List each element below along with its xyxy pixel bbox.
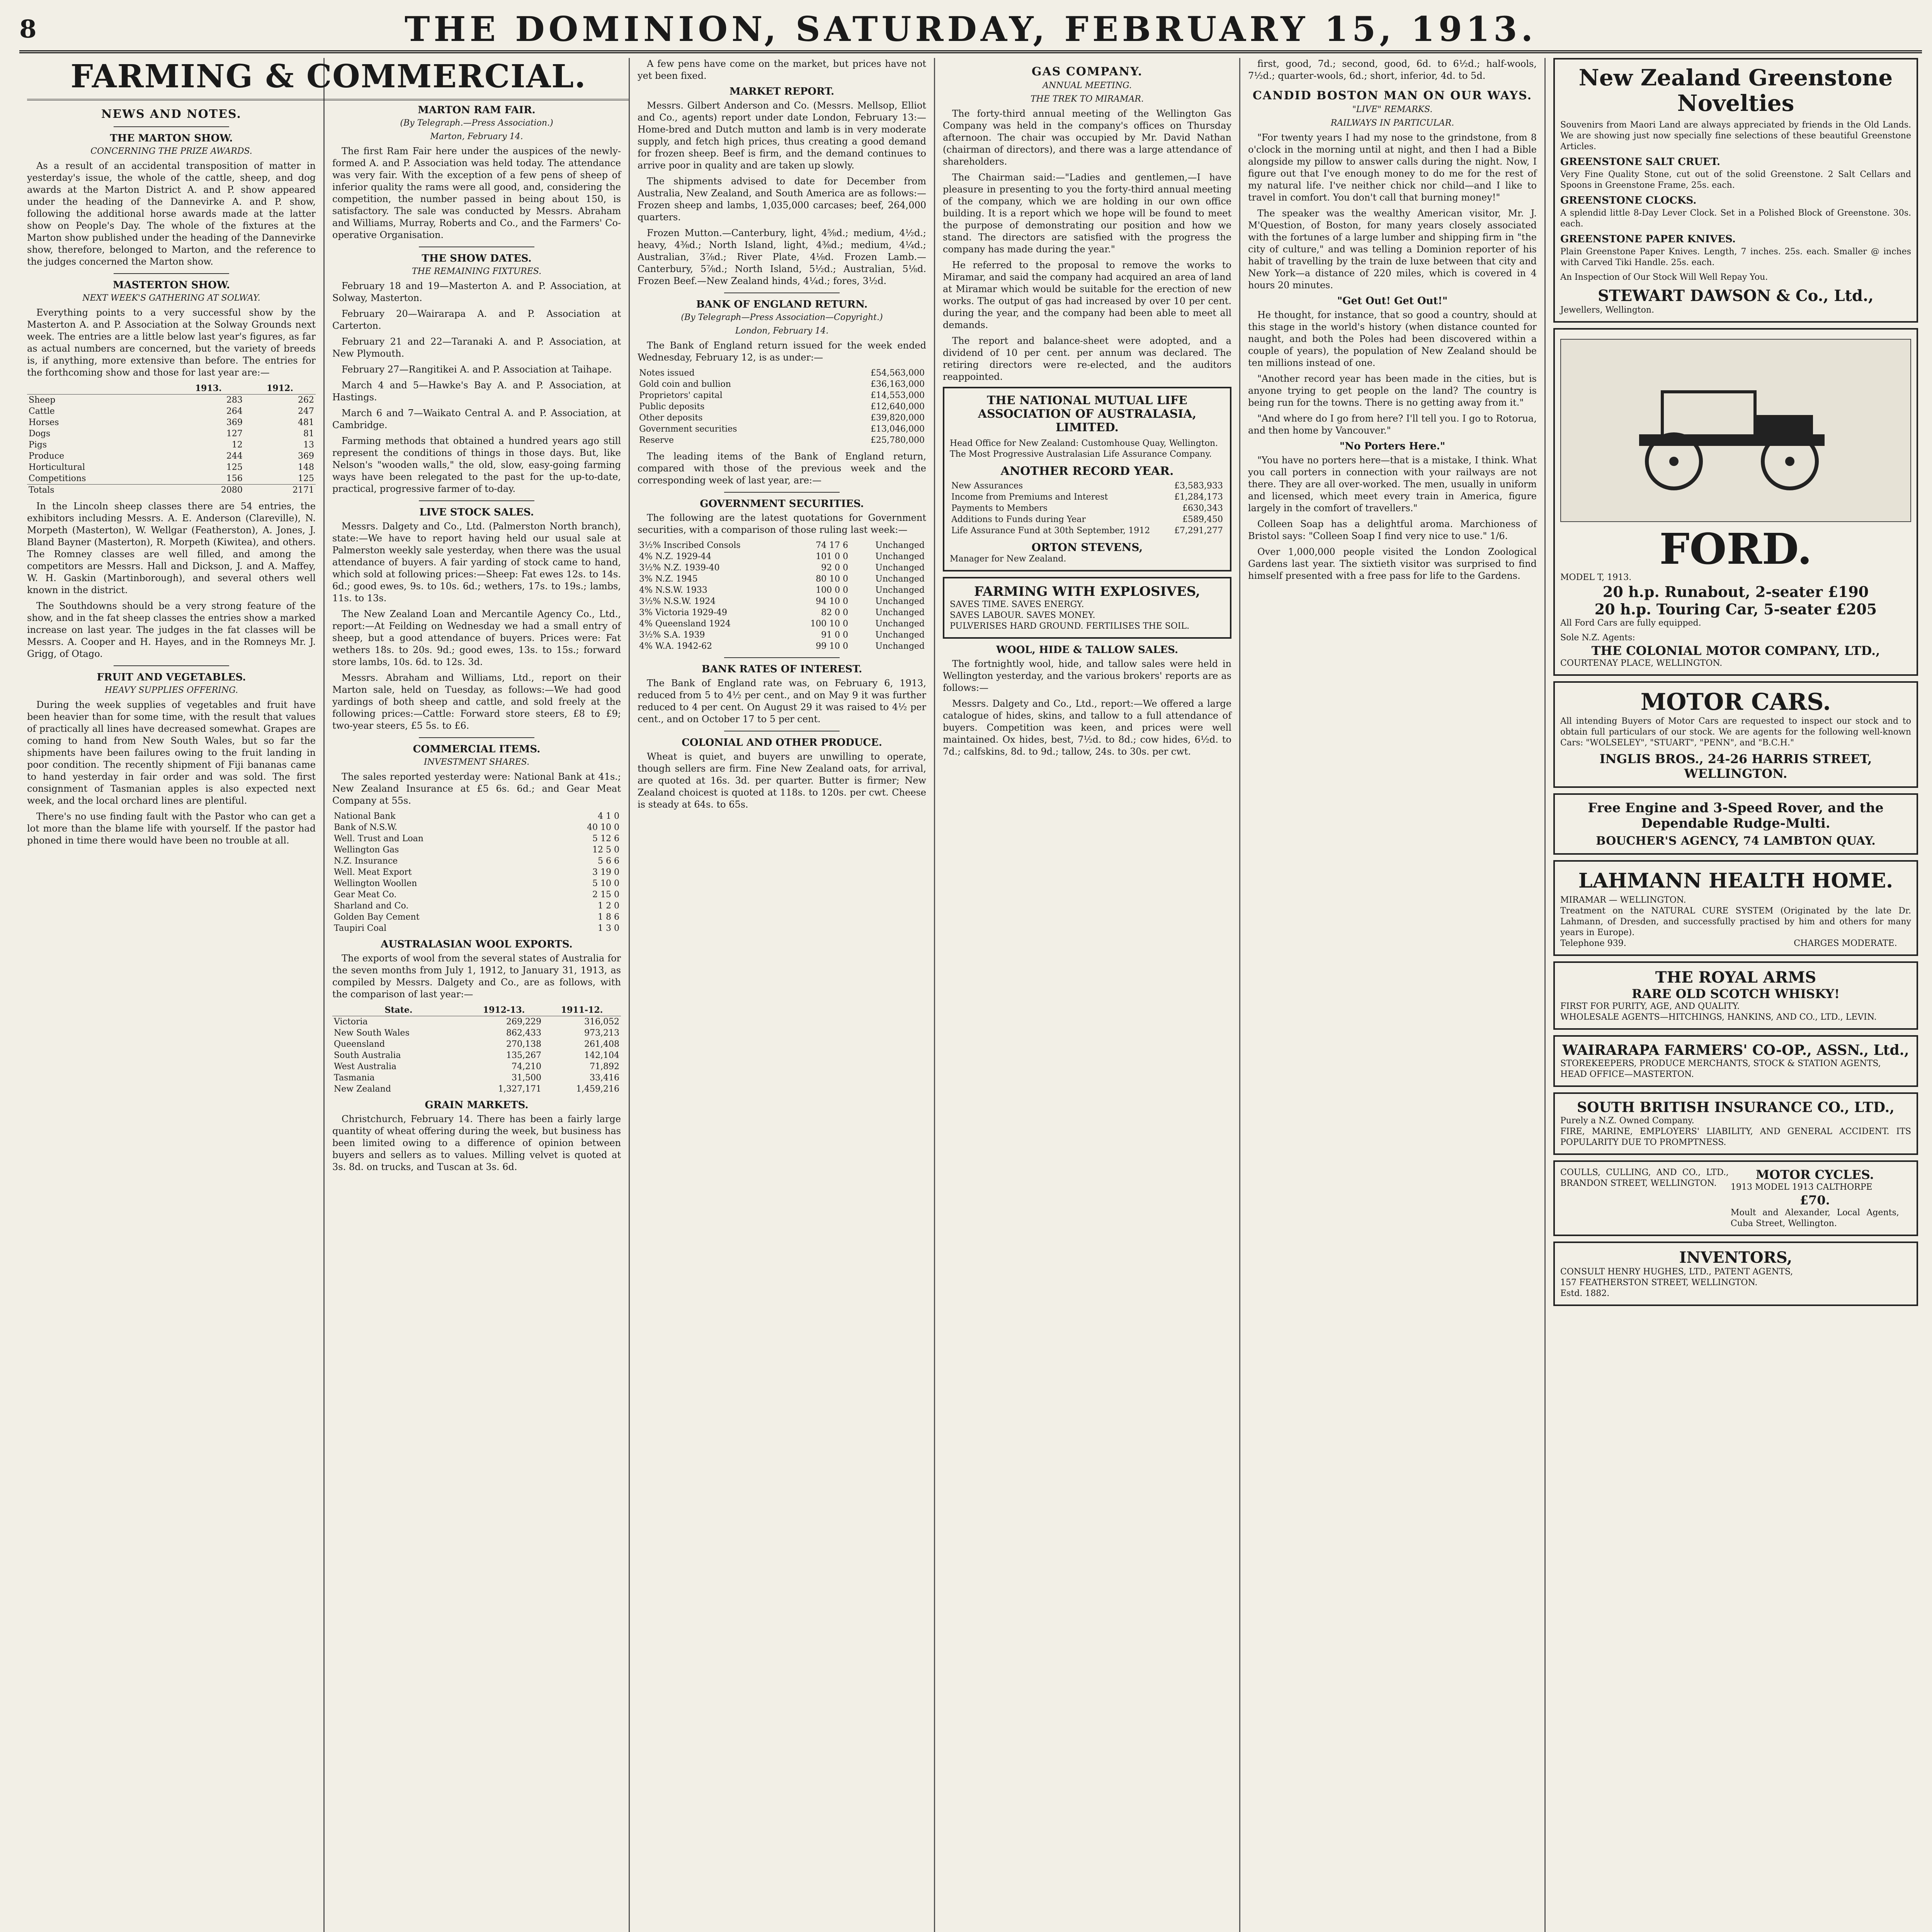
article-paragraph: The report and balance-sheet were adopted, and a dividend of 10 per cent. per annum was declared. The retiring directors were re-elected, and the auditors reappointed. — [943, 335, 1231, 382]
table-row: Income from Premiums and Interest £1,284,173 — [951, 492, 1223, 502]
column-3 — [630, 58, 935, 1932]
table-row: Dogs 127 81 — [29, 429, 314, 439]
coulls-calthorpe-ad: COULLS, CULLING, AND CO., LTD., BRANDON STREET, WELLINGTON. MOTOR CYCLES. 1913 MODEL 1913 CALTHORPE £70. Moult and Alexander, Local Agents, Cuba Street, Wellington. — [1553, 1160, 1918, 1236]
table-row: Queensland 270,138 261,408 — [334, 1039, 619, 1049]
table-row: Proprietors' capital £14,553,000 — [639, 391, 925, 400]
table-row: Horses 369 481 — [29, 418, 314, 427]
inventors-ad: INVENTORS, CONSULT HENRY HUGHES, LTD., PATENT AGENTS, 157 FEATHERSTON STREET, WELLINGTON. Estd. 1882. — [1553, 1242, 1918, 1306]
table-row: Cattle 264 247 — [29, 406, 314, 416]
article-paragraph: He referred to the proposal to remove the works to Miramar, and said the company had acquired an area of land at Miramar which would be suitable for the erection of new works. The output of gas had increased by over 10 per cent. during the year, and the company had been able to meet all demands. — [943, 260, 1231, 330]
article-heading: MARKET REPORT. — [729, 86, 835, 97]
table-row: Reserve £25,780,000 — [639, 435, 925, 445]
table-row: 3% N.Z. 1945 80 10 0 Unchanged — [639, 574, 925, 584]
table-row: Gold coin and bullion £36,163,000 — [639, 379, 925, 389]
national-mutual-ad: THE NATIONAL MUTUAL LIFE ASSOCIATION OF AUSTRALASIA, LIMITED. Head Office for New Zealand: Customhouse Quay, Wellington. The Most Progressive Australasian Life Assurance Company. ANOTHER RECORD YEAR. New Assurances £3,583,933 Income from Premiums and Interest £1,284,173 Payments to Members £630,343 Additions to Funds during Year £589,450 Life Assurance Fund at 30th September, 1912 £7,291,277 ORTON STEVENS, Manager for New Zealand. — [943, 387, 1231, 571]
article-subheading: CONCERNING THE PRIZE AWARDS. — [90, 146, 252, 156]
article-paragraph: Over 1,000,000 people visited the London Zoological Gardens last year. The sixtieth visitor was surprised to find himself presented with a free pass for life to the Gardens. — [1248, 546, 1537, 581]
lahmann-ad: LAHMANN HEALTH HOME. MIRAMAR — WELLINGTON. Treatment on the NATURAL CURE SYSTEM (Originated by the late Dr. Lahmann, of Dresden, and successfully practised by him and others for many years in Europe). Telephone 939. CHARGES MODERATE. — [1553, 860, 1918, 956]
article-subheading: THE TREK TO MIRAMAR. — [1031, 94, 1144, 104]
table-row: Taupiri Coal 1 3 0 — [334, 923, 619, 933]
table-row: 4% Queensland 1924 100 10 0 Unchanged — [639, 619, 925, 629]
article-paragraph: The fortnightly wool, hide, and tallow sales were held in Wellington yesterday, and the various brokers' reports are as follows:— — [943, 658, 1231, 693]
fixture-item: February 21 and 22—Taranaki A. and P. Association, at New Plymouth. — [332, 336, 621, 359]
article-subheading: THE REMAINING FIXTURES. — [412, 267, 542, 276]
car-illustration — [1560, 339, 1911, 522]
article-paragraph: The sales reported yesterday were: National Bank at 41s.; New Zealand Insurance at £5 6s. 6d.; and Gear Meat Company at 55s. — [332, 771, 621, 806]
table-row: 3½% Inscribed Consols 74 17 6 Unchanged — [639, 541, 925, 550]
explosives-ad: FARMING WITH EXPLOSIVES, SAVES TIME. SAVES ENERGY. SAVES LABOUR. SAVES MONEY. PULVERISES HARD GROUND. FERTILISES THE SOIL. — [943, 577, 1231, 639]
article-heading: THE MARTON SHOW. — [110, 133, 233, 144]
table-row: 4% N.Z. 1929-44 101 0 0 Unchanged — [639, 552, 925, 561]
table-row: Public deposits £12,640,000 — [639, 402, 925, 412]
securities-table — [638, 540, 926, 652]
column-4 — [935, 58, 1240, 1932]
table-row: Additions to Funds during Year £589,450 — [951, 515, 1223, 524]
article-subheading: HEAVY SUPPLIES OFFERING. — [105, 685, 238, 695]
article-heading: WOOL, HIDE & TALLOW SALES. — [996, 644, 1179, 656]
article-paragraph: The Chairman said:—"Ladies and gentlemen,—I have pleasure in presenting to you the forty-third annual meeting of the company, which we are holding in our own office building. It is a report which we hope will be found to meet the purpose of demonstrating our position and how we stand. The directors are satisfied with the progress the company has made during the year." — [943, 172, 1231, 255]
article-subheading: INVESTMENT SHARES. — [423, 757, 530, 767]
table-row: Payments to Members £630,343 — [951, 503, 1223, 513]
car-icon — [1616, 361, 1855, 500]
table-row: Government securities £13,046,000 — [639, 424, 925, 434]
article-subheading: "LIVE" REMARKS. — [1352, 105, 1433, 114]
table-row: Bank of N.S.W. 40 10 0 — [334, 823, 619, 832]
divider — [724, 657, 840, 658]
article-heading: GOVERNMENT SECURITIES. — [700, 498, 864, 510]
table-row: 3½% N.S.W. 1924 94 10 0 Unchanged — [639, 597, 925, 606]
article-paragraph: The Bank of England return issued for the week ended Wednesday, February 12, is as under:— — [638, 340, 926, 363]
table-row: Other deposits £39,820,000 — [639, 413, 925, 423]
table-row: Gear Meat Co. 2 15 0 — [334, 890, 619, 900]
article-subhead: "Get Out! Get Out!" — [1337, 295, 1448, 307]
advertisements-column — [1546, 58, 1922, 1932]
shares-table — [332, 811, 621, 934]
motor-cars-ad: MOTOR CARS. All intending Buyers of Motor Cars are requested to inspect our stock and to obtain full particulars of our stock. We are agents for the following well-known Cars: "WOLSELEY", "STUART", "PENN", and "B.C.H." INGLIS BROS., 24-26 HARRIS STREET, WELLINGTON. — [1553, 681, 1918, 788]
table-row: Totals 2080 2171 — [27, 485, 316, 496]
dateline: London, February 14. — [735, 326, 829, 336]
article-heading: BANK OF ENGLAND RETURN. — [696, 299, 868, 310]
article-paragraph: The first Ram Fair here under the auspices of the newly-formed A. and P. Association was held today. The attendance was very fair. With the exception of a few pens of sheep of inferior quality the rams were all good, and, considering the competition, the number passed in being about 150, is satisfactory. The sale was conducted by Messrs. Abraham and Williams, Murray, Roberts and Co., and the Farmers' Co-operative Organisation. — [332, 146, 621, 240]
article-paragraph: The New Zealand Loan and Mercantile Agency Co., Ltd., report:—At Feilding on Wednesday we had a small entry of sheep, but a good attendance of buyers. Prices were: Fat wethers 18s. to 20s. 9d.; good ewes, 13s. to 15s.; forward store lambs, 10s. 6d. to 12s. 3d. — [332, 609, 621, 667]
article-heading: FRUIT AND VEGETABLES. — [97, 672, 246, 683]
article-paragraph: "You have no porters here—that is a mistake, I think. What you call porters in connection with your railways are not there. They are all over-worked. The men, usually in uniform and licensed, which meet every train in America, figure largely in the comfort of travellers." — [1248, 455, 1537, 514]
article-heading: THE SHOW DATES. — [422, 253, 532, 264]
article-heading: MASTERTON SHOW. — [112, 279, 230, 291]
article-paragraph: The Bank of England rate was, on February 6, 1913, reduced from 5 to 4½ per cent., and on May 9 it was further reduced to 4 per cent. On August 29 it was raised to 4½ per cent., and on October 17 to 5 per cent. — [638, 678, 926, 724]
bank-return-table — [638, 367, 926, 446]
fixture-item: February 20—Wairarapa A. and P. Association at Carterton. — [332, 308, 621, 331]
article-subheading: ANNUAL MEETING. — [1043, 81, 1132, 90]
article-paragraph: "And where do I go from here? I'll tell you. I go to Rotorua, and then home by Vancouver." — [1248, 413, 1537, 436]
article-heading: COMMERCIAL ITEMS. — [413, 743, 541, 755]
greenstone-ad: New Zealand Greenstone Novelties Souvenirs from Maori Land are always appreciated by friends in the Old Lands. We are showing just now specially fine selections of these beautiful Greenstone Articles. GREENSTONE SALT CRUET. Very Fine Quality Stone, cut out of the solid Greenstone. 2 Salt Cellars and Spoons in Greenstone Frame, 25s. each. GREENSTONE CLOCKS. A splendid little 8-Day Lever Clock. Set in a Polished Block of Greenstone. 30s. each. GREENSTONE PAPER KNIVES. Plain Greenstone Paper Knives. Length, 7 inches. 25s. each. Smaller @ inches with Carved Tiki Handle. 25s. each. An Inspection of Our Stock Will Well Repay You. STEWART DAWSON & Co., Ltd., Jewellers, Wellington. — [1553, 58, 1918, 323]
article-paragraph: Colleen Soap has a delightful aroma. Marchioness of Bristol says: "Colleen Soap I find very nice to use." 1/6. — [1248, 519, 1537, 541]
table-row: 4% N.S.W. 1933 100 0 0 Unchanged — [639, 585, 925, 595]
byline: (By Telegraph.—Press Association.) — [400, 118, 553, 128]
article-paragraph: He thought, for instance, that so good a country, should at this stage in the world's history (when distance counted for naught, and both the Poles had been discovered within a couple of years), the population of New Zealand should be ten millions instead of one. — [1248, 310, 1537, 368]
masthead — [19, 8, 1922, 53]
article-heading: CANDID BOSTON MAN ON OUR WAYS. — [1252, 89, 1532, 102]
newspaper-title: THE DOMINION, SATURDAY, FEBRUARY 15, 1913. — [404, 9, 1537, 49]
article-paragraph: The exports of wool from the several states of Australia for the seven months from July 1, 1912, to January 31, 1913, as compiled by Messrs. Dalgety and Co., are as follows, with the comparison of last year:— — [332, 953, 621, 1000]
rover-ad: Free Engine and 3-Speed Rover, and the Dependable Rudge-Multi. BOUCHER'S AGENCY, 74 LAMBTON QUAY. — [1553, 793, 1918, 855]
table-row: Pigs 12 13 — [29, 440, 314, 450]
table-row: 3½% N.Z. 1939-40 92 0 0 Unchanged — [639, 563, 925, 573]
divider — [114, 126, 229, 127]
table-row: Sharland and Co. 1 2 0 — [334, 901, 619, 911]
fixture-item: February 27—Rangitikei A. and P. Association at Taihape. — [342, 364, 612, 375]
table-row: 3% Victoria 1929-49 82 0 0 Unchanged — [639, 608, 925, 617]
page-columns — [19, 58, 1922, 1932]
table-row: New Assurances £3,583,933 — [951, 481, 1223, 491]
article-paragraph: Frozen Mutton.—Canterbury, light, 4⅝d.; medium, 4½d.; heavy, 4⅜d.; North Island, light, 4⅜d.; medium, 4¼d.; Australian, 3⅞d.; River Plate, 4⅛d. Frozen Lamb.—Canterbury, 5⅞d.; North Island, 5½d.; Australian, 5⅛d. Frozen Beef.—New Zealand hinds, 4¼d.; fores, 3½d. — [638, 228, 926, 286]
article-paragraph: Christchurch, February 14. There has been a fairly large quantity of wheat offering during the week, but business has been limited owing to a difference of opinion between buyers and sellers as to values. Milling velvet is quoted at 3s. 8d. on trucks, and Tuscan at 3s. 6d. — [332, 1114, 621, 1172]
table-row: Competitions 156 125 — [29, 474, 314, 483]
table-row: Produce 244 369 — [29, 451, 314, 461]
table-row: Wellington Woollen 5 10 0 — [334, 879, 619, 888]
fixture-item: February 18 and 19—Masterton A. and P. Association, at Solway, Masterton. — [332, 281, 621, 303]
article-paragraph: "Another record year has been made in the cities, but is anyone trying to get people on the land? The country is being run for the towns. There is no getting away from it." — [1248, 373, 1537, 408]
article-heading: MARTON RAM FAIR. — [418, 104, 536, 116]
article-paragraph: The speaker was the wealthy American visitor, Mr. J. M'Question, of Boston, for many years closely associated with the fortunes of a large lumber and shipping firm in "the city of culture," and was telling a Dominion reporter of his habit of travelling by the train de luxe between that city and New York—a distance of 220 miles, which is covered in 4 hours 20 minutes. — [1248, 208, 1537, 291]
article-paragraph: Wheat is quiet, and buyers are unwilling to operate, though sellers are firm. Fine New Zealand oats, for arrival, are quoted at 16s. 3d. per quarter. Butter is firmer; New Zealand choicest is quoted at 118s. to 120s. per cwt. Cheese is steady at 64s. to 65s. — [638, 751, 926, 810]
article-heading: AUSTRALASIAN WOOL EXPORTS. — [381, 939, 573, 950]
column-2 — [325, 58, 630, 1932]
fixture-item: March 4 and 5—Hawke's Bay A. and P. Association, at Hastings. — [332, 380, 621, 403]
article-subheading: RAILWAYS IN PARTICULAR. — [1330, 118, 1454, 128]
article-heading: BANK RATES OF INTEREST. — [701, 663, 862, 675]
table-row: New Zealand 1,327,171 1,459,216 — [334, 1084, 619, 1094]
table-row: Life Assurance Fund at 30th September, 1912 £7,291,277 — [951, 526, 1223, 536]
entries-table: 1913. 1912. Sheep 283 262 Cattle 264 247 Horses 369 481 Dogs 127 81 Pigs 12 13 Produce 244 369 Horticultural 125 148 Competitions 156 125 Totals 2080 2171 — [27, 383, 316, 496]
table-row: Tasmania 31,500 33,416 — [334, 1073, 619, 1083]
divider — [724, 492, 840, 493]
royal-arms-ad: THE ROYAL ARMS RARE OLD SCOTCH WHISKY! FIRST FOR PURITY, AGE, AND QUALITY. WHOLESALE AGENTS—HITCHINGS, HANKINS, AND CO., LTD., LEVIN. — [1553, 961, 1918, 1030]
table-row: Golden Bay Cement 1 8 6 — [334, 912, 619, 922]
article-heading: COLONIAL AND OTHER PRODUCE. — [682, 737, 882, 748]
table-row: Sheep 283 262 — [29, 395, 314, 405]
article-paragraph: Messrs. Dalgety and Co., Ltd. (Palmerston North branch), state:—We have to report having held our usual sale at Palmerston weekly sale yesterday, when there was the usual attendance of buyers. A fair yarding of stock came to hand, which sold at following prices:—Sheep: Fat ewes 12s. to 14s. 6d.; good ewes, 9s. to 10s. 6d.; wethers, 17s. to 19s.; lambs, 11s. to 13s. — [332, 521, 621, 604]
article-paragraph: During the week supplies of vegetables and fruit have been heavier than for some time, with the result that values of practically all lines have decreased somewhat. Grapes are coming to hand from New South Wales, but so far the shipments have been failures owing to the fruit landing in poor condition. The recently shipment of Fiji bananas came to hand yesterday in fair order and was sold. The first consignment of Tasmanian apples is also expected next week, and the local orchard lines are plentiful. — [27, 699, 316, 806]
article-paragraph: The shipments advised to date for December from Australia, New Zealand, and South America are as follows:—Frozen sheep and lambs, 1,035,000 carcases; beef, 264,000 quarters. — [638, 176, 926, 223]
table-row: National Bank 4 1 0 — [334, 811, 619, 821]
article-paragraph: Everything points to a very successful show by the Masterton A. and P. Association at the Solway Grounds next week. The entries are a little below last year's figures, as far as actual numbers are concerned, but the variety of breeds is, if anything, more extensive than before. The entries for the forthcoming show and those for last year are:— — [27, 307, 316, 378]
article-heading: GAS COMPANY. — [1031, 65, 1143, 78]
table-row: N.Z. Insurance 5 6 6 — [334, 856, 619, 866]
ford-ad: FORD. MODEL T, 1913. 20 h.p. Runabout, 2-seater £190 20 h.p. Touring Car, 5-seater £205 All Ford Cars are fully equipped. Sole N.Z. Agents: THE COLONIAL MOTOR COMPANY, LTD., COURTENAY PLACE, WELLINGTON. — [1553, 328, 1918, 676]
fixture-item: March 6 and 7—Waikato Central A. and P. Association, at Cambridge. — [332, 408, 621, 430]
table-row: Wellington Gas 12 5 0 — [334, 845, 619, 855]
wool-table: State. 1912-13. 1911-12. Victoria 269,229 316,052 New South Wales 862,433 973,213 Queensland 270,138 261,408 South Australia 135,267 142,104 West Australia 74,210 71,892 Tasmania 31,500 33,416 New Zealand 1,327,171 1,459,216 — [332, 1004, 621, 1095]
divider — [419, 500, 534, 501]
table-row: Well. Trust and Loan 5 12 6 — [334, 834, 619, 844]
article-subheading: NEXT WEEK'S GATHERING AT SOLWAY. — [82, 293, 260, 303]
article-paragraph: In the Lincoln sheep classes there are 54 entries, the exhibitors including Messrs. A. E. Anderson (Clareville), N. Morpeth (Masterton), W. Wellgar (Featherston), A. Jones, J. Bland Bayner (Masterton), R. Morpeth (Kiwitea), and others. The Romney classes are well filled, and among the competitors are Messrs. Hall and Dickson, J. and A. Maffey, W. H. Gaskin (Martinborough), and several others well known in the district. — [27, 501, 316, 595]
article-paragraph: The following are the latest quotations for Government securities, with a comparison of those ruling last week:— — [638, 512, 926, 535]
dateline: Marton, February 14. — [430, 132, 523, 141]
table-row: West Australia 74,210 71,892 — [334, 1062, 619, 1071]
section-heading: NEWS AND NOTES. — [101, 107, 242, 121]
article-paragraph: Messrs. Dalgety and Co., Ltd., report:—We offered a large catalogue of hides, skins, and tallow to a full attendance of buyers. Competition was keen, and prices were well maintained. Ox hides, best, 7½d. to 8d.; cow hides, 6½d. to 7d.; calfskins, 8d. to 9d.; tallow, 24s. to 30s. per cwt. — [943, 698, 1231, 757]
article-heading: LIVE STOCK SALES. — [419, 507, 534, 518]
divider — [419, 737, 534, 738]
article-subhead: "No Porters Here." — [1339, 440, 1446, 452]
table-row: Victoria 269,229 316,052 — [334, 1017, 619, 1027]
article-paragraph: A few pens have come on the market, but prices have not yet been fixed. — [638, 58, 926, 81]
article-paragraph: "For twenty years I had my nose to the grindstone, from 8 o'clock in the morning until at night, and then I had a Bible alongside my pillow to answer calls during the night. Now, I figure out that I've enough money to do me for the rest of my natural life. I've neither chick nor child—and I like to travel in comfort. You don't call that burning money!" — [1248, 132, 1537, 203]
article-paragraph: There's no use finding fault with the Pastor who can get a lot more than the blame life with yourself. If the pastor had phoned in time there would have been no trouble at all. — [27, 811, 316, 846]
record-table — [950, 480, 1225, 536]
byline: (By Telegraph—Press Association—Copyright.) — [681, 313, 883, 322]
article-paragraph: Farming methods that obtained a hundred years ago still represent the conditions of things in those days. But, like Nelson's "wooden walls," the old, slow, easy-going farming ways have been relegated to the past for the up-to-date, practical, progressive farmer of to-day. — [332, 435, 621, 494]
divider — [114, 665, 229, 666]
article-paragraph: The forty-third annual meeting of the Wellington Gas Company was held in the company's offices on Thursday afternoon. The chair was occupied by Mr. David Nathan (chairman of directors), and there was a large attendance of shareholders. — [943, 108, 1231, 167]
table-row: 4% W.A. 1942-62 99 10 0 Unchanged — [639, 641, 925, 651]
table-row: Horticultural 125 148 — [29, 463, 314, 472]
table-row: Notes issued £54,563,000 — [639, 368, 925, 378]
article-paragraph: The leading items of the Bank of England return, compared with those of the previous week and the corresponding week of last year, are:— — [638, 451, 926, 486]
table-row: 3½% S.A. 1939 91 0 0 Unchanged — [639, 630, 925, 640]
article-paragraph: Messrs. Abraham and Williams, Ltd., report on their Marton sale, held on Tuesday, as follows:—We had good yardings of both sheep and cattle, and sold freely at the following prices:—Cattle: Forward store steers, £8 to £9; two-year steers, £5 5s. to £6. — [332, 672, 621, 731]
divider — [114, 273, 229, 274]
south-british-ad: SOUTH BRITISH INSURANCE CO., LTD., Purely a N.Z. Owned Company. FIRE, MARINE, EMPLOYERS' LIABILITY, AND GENERAL ACCIDENT. ITS POPULARITY DUE TO PROMPTNESS. — [1553, 1092, 1918, 1155]
column-5 — [1240, 58, 1546, 1932]
article-paragraph: The Southdowns should be a very strong feature of the show, and in the fat sheep classes the entries show a marked increase on last year. The judges in the fat classes will be Messrs. A. Cooper and H. Hayes, and in the Romneys Mr. J. Grigg, of Otago. — [27, 600, 316, 659]
wairarapa-farmers-ad: WAIRARAPA FARMERS' CO-OP., ASSN., Ltd., STOREKEEPERS, PRODUCE MERCHANTS, STOCK & STATION AGENTS, HEAD OFFICE—MASTERTON. — [1553, 1035, 1918, 1087]
table-row: New South Wales 862,433 973,213 — [334, 1028, 619, 1038]
table-row: Well. Meat Export 3 19 0 — [334, 867, 619, 877]
section-banner: FARMING & COMMERCIAL. — [27, 58, 630, 100]
article-heading: GRAIN MARKETS. — [425, 1099, 529, 1111]
table-row: South Australia 135,267 142,104 — [334, 1051, 619, 1060]
article-paragraph: As a result of an accidental transposition of matter in yesterday's issue, the whole of the cattle, sheep, and dog awards at the Marton District A. and P. show appeared under the heading of the Dannevirke A. and P. show, following the additional horse awards made at the latter show on People's Day. The whole of the fixtures at the Marton show published under the heading of the Dannevirke show, therefore, belonged to Marton, and the reference to the judges concerned the Marton show. — [27, 160, 316, 267]
article-paragraph: first, good, 7d.; second, good, 6d. to 6½d.; half-wools, 7½d.; quarter-wools, 6d.; short, inferior, 4d. to 5d. — [1248, 58, 1537, 81]
article-paragraph: Messrs. Gilbert Anderson and Co. (Messrs. Mellsop, Elliot and Co., agents) report under date London, February 13:—Home-bred and Dutch mutton and lamb is in very moderate supply, and fetch high prices, thus creating a good demand for frozen sheep. Beef is firm, and the demand continues to arrive poor in quality and are taken up slowly. — [638, 100, 926, 171]
page-number: 8 — [19, 14, 37, 44]
